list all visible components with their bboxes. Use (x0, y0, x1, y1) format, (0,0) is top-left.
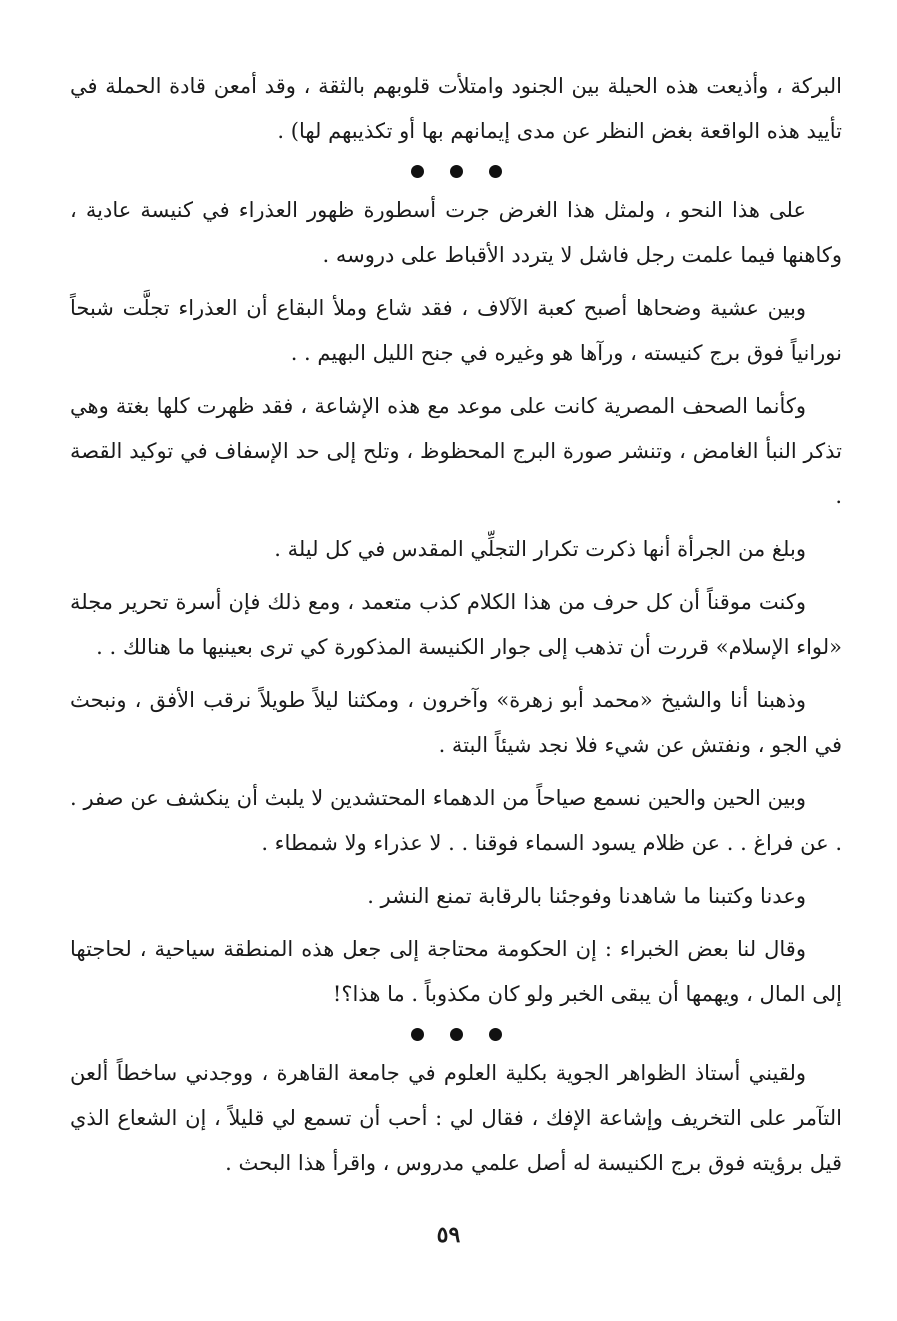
paragraph-opening: البركة ، وأذيعت هذه الحيلة بين الجنود وامتلأت قلوبهم بالثقة ، وقد أمعن قادة الحملة في تأييد هذه الواقعة بغض النظر عن مدى إيمانهم بها أو تكذيبهم لها) . (70, 74, 842, 143)
document-page (70, 64, 842, 1264)
section-separator (70, 154, 842, 188)
paragraph: وكأنما الصحف المصرية كانت على موعد مع هذه الإشاعة ، فقد ظهرت كلها بغتة وهي تذكر النبأ الغامض ، وتنشر صورة البرج المحظوظ ، وتلح إلى حد الإسفاف في توكيد القصة . (70, 394, 842, 508)
paragraph: على هذا النحو ، ولمثل هذا الغرض جرت أسطورة ظهور العذراء في كنيسة عادية ، وكاهنها فيما علمت رجل فاشل لا يتردد الأقباط على دروسه . (70, 198, 842, 267)
paragraph: وبين عشية وضحاها أصبح كعبة الآلاف ، فقد شاع وملأ البقاع أن العذراء تجلَّت شبحاً نورانياً فوق برج كنيسته ، ورآها هو وغيره في جنح الليل البهيم . . (70, 296, 842, 365)
paragraph: وبلغ من الجرأة أنها ذكرت تكرار التجلِّي المقدس في كل ليلة . (274, 537, 806, 561)
separator-dot-icon (489, 165, 502, 178)
separator-dot-icon (411, 165, 424, 178)
paragraph: وبين الحين والحين نسمع صياحاً من الدهماء المحتشدين لا يلبث أن ينكشف عن صفر . . عن فراغ . . عن ظلام يسود السماء فوقنا . . لا عذراء ولا شمطاء . (70, 786, 842, 855)
paragraph: وكنت موقناً أن كل حرف من هذا الكلام كذب متعمد ، ومع ذلك فإن أسرة تحرير مجلة «لواء الإسلام» قررت أن تذهب إلى جوار الكنيسة المذكورة كي ترى بعينيها ما هنالك . . (70, 590, 842, 659)
separator-dot-icon (489, 1028, 502, 1041)
paragraph: ولقيني أستاذ الظواهر الجوية بكلية العلوم في جامعة القاهرة ، ووجدني ساخطاً ألعن التآمر على التخريف وإشاعة الإفك ، فقال لي : أحب أن تسمع لي قليلاً ، إن الشعاع الذي قيل برؤيته فوق برج الكنيسة له أصل علمي مدروس ، واقرأ هذا البحث . (70, 1061, 842, 1175)
paragraph: وذهبنا أنا والشيخ «محمد أبو زهرة» وآخرون ، ومكثنا ليلاً طويلاً نرقب الأفق ، ونبحث في الجو ، ونفتش عن شيء فلا نجد شيئاً البتة . (70, 688, 842, 757)
separator-dot-icon (411, 1028, 424, 1041)
paragraph: وعدنا وكتبنا ما شاهدنا وفوجئنا بالرقابة تمنع النشر . (367, 884, 806, 908)
separator-dot-icon (450, 165, 463, 178)
section-separator (70, 1017, 842, 1051)
paragraph: وقال لنا بعض الخبراء : إن الحكومة محتاجة إلى جعل هذه المنطقة سياحية ، لحاجتها إلى المال ، ويهمها أن يبقى الخبر ولو كان مكذوباً . ما هذا؟! (70, 937, 842, 1006)
page-number: ٥٩ (436, 1222, 461, 1248)
separator-dot-icon (450, 1028, 463, 1041)
